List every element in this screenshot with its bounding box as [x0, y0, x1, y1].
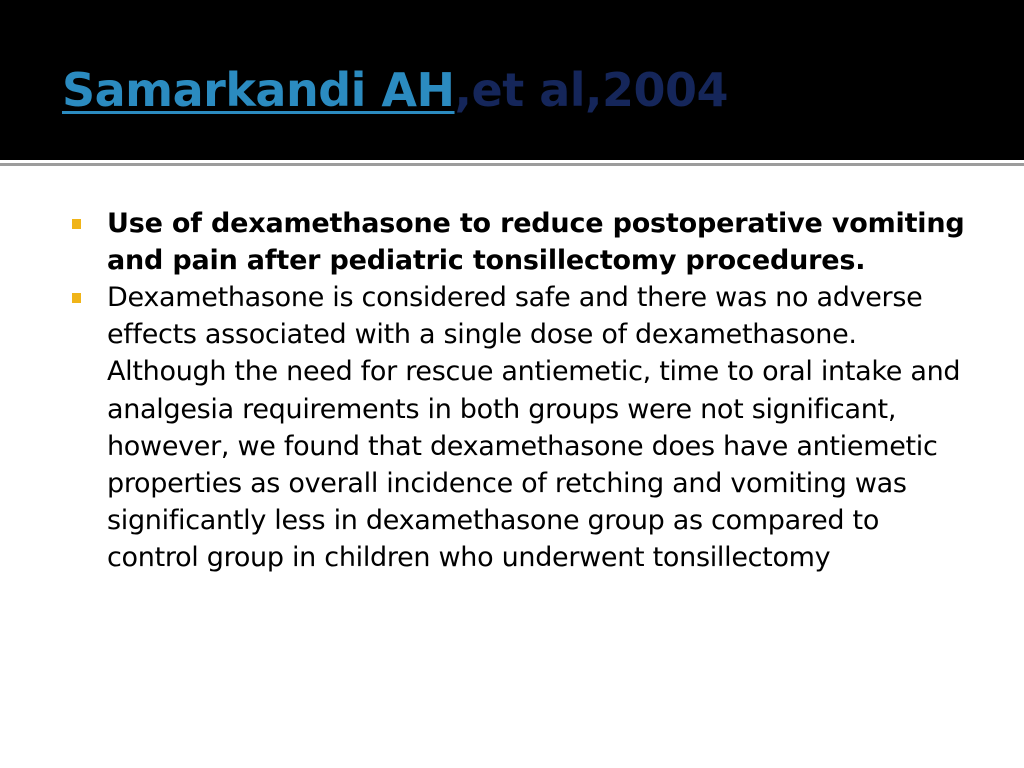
slide-title [62, 58, 728, 122]
bullet-text: Use of dexamethasone to reduce postoperative vomiting and pain after pediatric tonsillectomy procedures. [107, 208, 965, 276]
bullet-item-study-title [70, 205, 970, 279]
square-bullet-icon [72, 219, 81, 229]
author-link[interactable]: Samarkandi AH [62, 63, 455, 117]
bullet-text: Dexamethasone is considered safe and there was no adverse effects associated with a single dose of dexamethasone. Although the need for rescue antiemetic, time to oral intake and analgesia requirements in both groups were not significant, however, we found that dexamethasone does have antiemetic properties as overall incidence of retching and vomiting was significantly less in dexamethasone group as compared to control group in children who underwent tonsillectomy [107, 282, 961, 574]
bullet-list [70, 205, 970, 577]
slide-header [0, 0, 1024, 160]
header-divider [0, 163, 1024, 166]
square-bullet-icon [72, 293, 81, 303]
title-citation: ,et al,2004 [454, 63, 729, 117]
bullet-item-findings [70, 279, 970, 577]
